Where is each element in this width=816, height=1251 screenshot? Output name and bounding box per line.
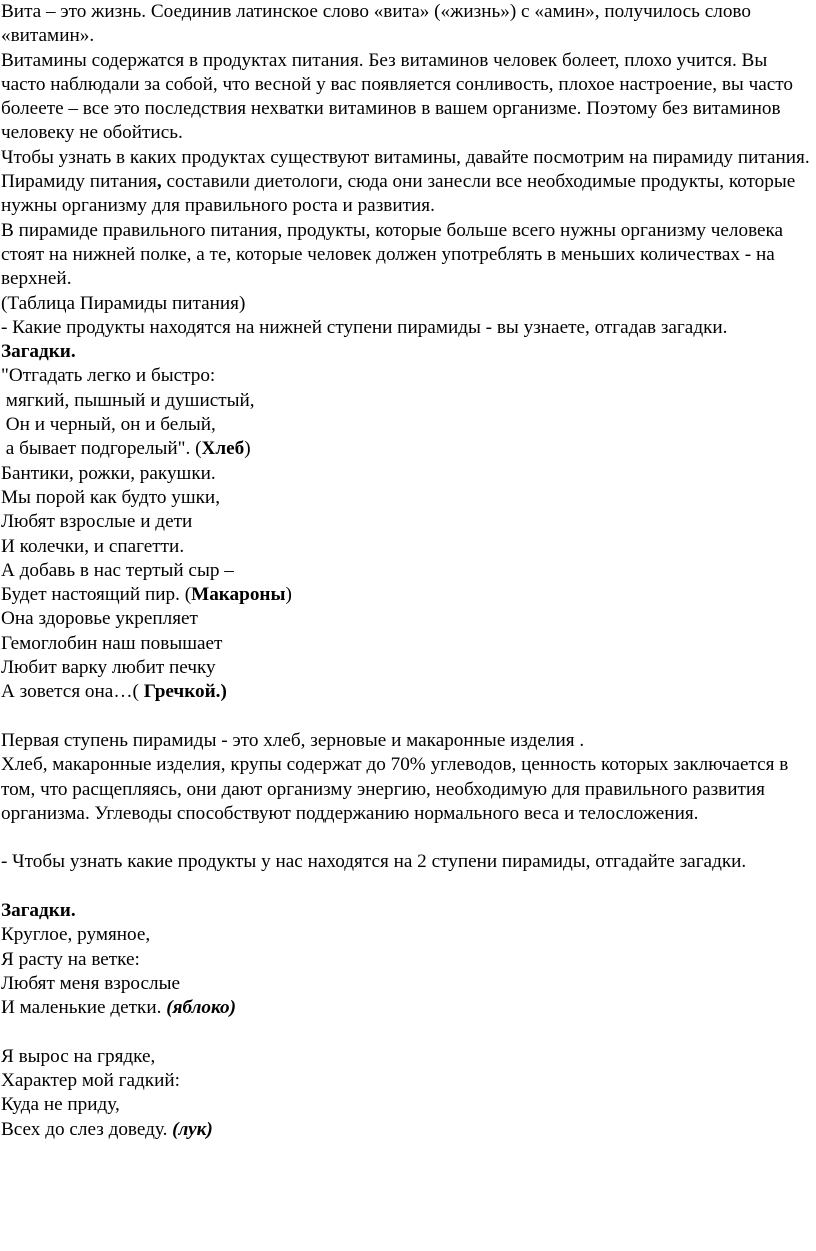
- riddle-apple-line-2: Я расту на ветке:: [1, 948, 140, 970]
- riddle-pasta-line-5: А добавь в нас тертый сыр –: [1, 559, 234, 581]
- paragraph-pyramid-table-note: (Таблица Пирамиды питания): [1, 292, 246, 314]
- riddle-bread-line-4-text: а бывает подгорелый". (: [1, 438, 202, 460]
- riddle-onion: [1, 1045, 813, 1142]
- paragraph-first-step: Первая ступень пирамиды - это хлеб, зерновые и макаронные изделия .: [1, 729, 585, 751]
- paragraph-vitamins-intro: Витамины содержатся в продуктах питания. Без витаминов человек болеет, плохо учится. Вы часто наблюдали за собой, что весной у вас появляется сонливость, плохое настроение, вы часто болеете – все это последствия нехватки витаминов в вашем организме. Поэтому без витаминов человеку не обойтись.: [1, 49, 793, 144]
- riddle-buckwheat-line-1: Она здоровье укрепляет: [1, 608, 198, 630]
- paragraph-food-pyramid-part2: составили диетологи, сюда они занесли все необходимые продукты, которые нужны организму для правильного роста и развития.: [1, 171, 796, 217]
- riddle-buckwheat-answer: Гречкой.): [143, 681, 227, 703]
- paragraph-food-pyramid-part1: Чтобы узнать в каких продуктах существуют витамины, давайте посмотрим на пирамиду питания. Пирамиду питания: [1, 146, 810, 193]
- paragraph-carbohydrates: Хлеб, макаронные изделия, крупы содержат до 70% углеводов, ценность которых заключается в том, что расщепляясь, они дают организму энергию, необходимую для правильного развития организма. Углеводы способствуют поддержанию нормального веса и телосложения.: [1, 754, 789, 824]
- paragraph-second-step-question: - Чтобы узнать какие продукты у нас находятся на 2 ступени пирамиды, отгадайте загадки.: [1, 851, 747, 873]
- riddle-pasta-line-6: [1, 583, 813, 607]
- riddle-onion-line-4-text: Всех до слез доведу.: [1, 1118, 173, 1140]
- blank-line: [1, 875, 813, 899]
- riddle-onion-line-2: Характер мой гадкий:: [1, 1070, 180, 1092]
- riddle-pasta-line-3: Любят взрослые и дети: [1, 511, 193, 533]
- riddle-onion-line-4: [1, 1118, 813, 1142]
- riddle-buckwheat-line-2: Гемоглобин наш повышает: [1, 632, 223, 654]
- riddle-buckwheat-line-4-text: А зовется она…(: [1, 681, 144, 703]
- riddle-bread-line-3: Он и черный, он и белый,: [1, 414, 216, 436]
- blank-line: [1, 826, 813, 850]
- riddle-buckwheat-line-4: [1, 680, 813, 704]
- riddle-buckwheat-line-3: Любит варку любит печку: [1, 657, 216, 679]
- riddle-pasta-line-2: Мы порой как будто ушки,: [1, 486, 220, 508]
- riddle-apple: [1, 923, 813, 1020]
- riddle-pasta-line-6-text: Будет настоящий пир. (: [1, 584, 192, 606]
- riddle-onion-answer: (лук): [172, 1118, 213, 1140]
- riddle-pasta-line-4: И колечки, и спагетти.: [1, 535, 185, 557]
- riddle-pasta-line-1: Бантики, рожки, ракушки.: [1, 462, 216, 484]
- paragraph-vita-definition: Вита – это жизнь. Соединив латинское слово «вита» («жизнь») с «амин», получилось слово «витамин».: [1, 1, 751, 47]
- riddle-apple-line-1: Круглое, румяное,: [1, 924, 151, 946]
- riddle-bread-close: ): [244, 438, 251, 460]
- paragraph-food-pyramid: [1, 146, 813, 219]
- riddle-apple-line-3: Любят меня взрослые: [1, 972, 180, 994]
- riddle-onion-line-1: Я вырос на грядке,: [1, 1045, 156, 1067]
- riddle-bread-line-4: [1, 437, 813, 461]
- paragraph-pyramid-shelves: В пирамиде правильного питания, продукты, которые больше всего нужны организму человека стоят на нижней полке, а те, которые человек должен употреблять в меньших количествах - на верхней.: [1, 219, 784, 290]
- paragraph-bottom-step-question: - Какие продукты находятся на нижней ступени пирамиды - вы узнаете, отгадав загадки.: [1, 316, 728, 338]
- riddle-pasta: [1, 462, 813, 608]
- riddle-pasta-close: ): [285, 584, 292, 606]
- blank-line: [1, 705, 813, 729]
- riddle-pasta-answer: Макароны: [191, 584, 286, 606]
- riddles-heading-second: Загадки.: [1, 899, 76, 921]
- riddles-heading-first: Загадки.: [1, 341, 76, 363]
- blank-line: [1, 1020, 813, 1044]
- riddle-apple-line-4: [1, 996, 813, 1020]
- riddle-bread-line-2: мягкий, пышный и душистый,: [1, 389, 255, 411]
- riddle-onion-line-3: Куда не приду,: [1, 1094, 120, 1116]
- riddle-apple-line-4-text: И маленькие детки.: [1, 997, 167, 1019]
- riddle-buckwheat: [1, 607, 813, 704]
- paragraph-food-pyramid-comma: ,: [156, 171, 162, 193]
- riddle-apple-answer: (яблоко): [166, 997, 237, 1019]
- riddle-bread-line-1: "Отгадать легко и быстро:: [1, 365, 216, 387]
- riddle-bread-answer: Хлеб: [201, 438, 245, 460]
- riddle-bread: [1, 364, 813, 461]
